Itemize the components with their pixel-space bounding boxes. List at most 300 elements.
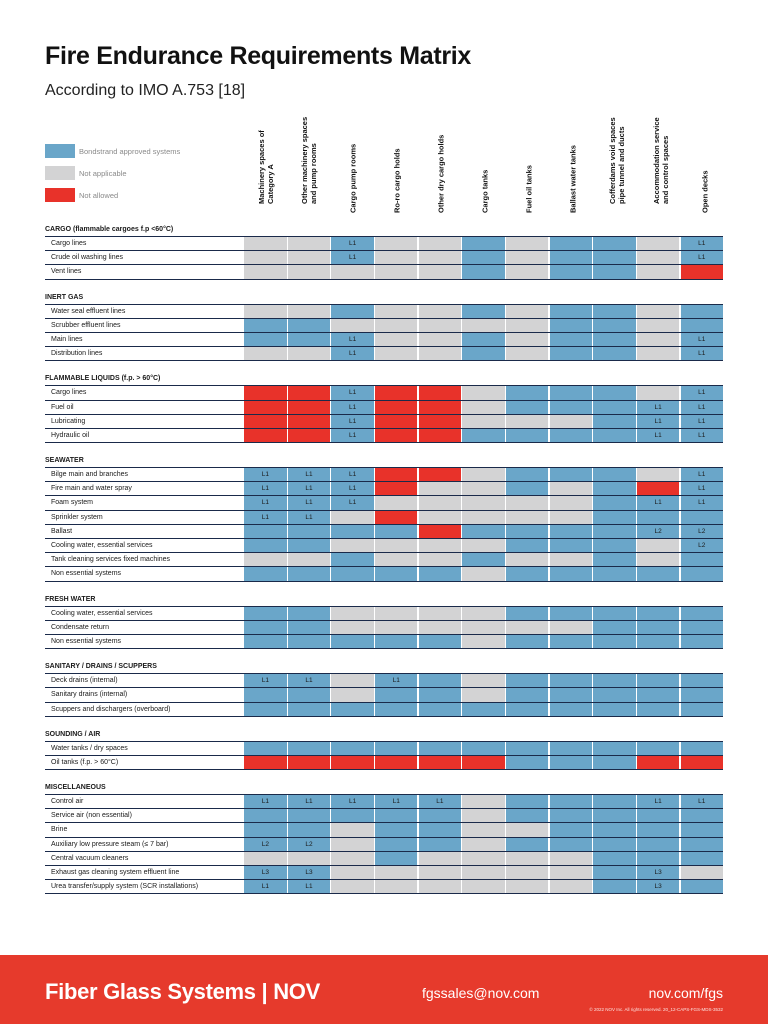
matrix-cell bbox=[331, 265, 373, 278]
row-label: Tank cleaning services fixed machines bbox=[51, 556, 171, 564]
matrix-cell bbox=[331, 756, 373, 769]
matrix-cell bbox=[462, 866, 504, 879]
column-header-label: Fuel oil tanks bbox=[524, 165, 534, 213]
matrix-row bbox=[45, 333, 723, 347]
matrix-cell bbox=[288, 429, 330, 442]
matrix-cell bbox=[681, 621, 723, 634]
matrix-cell bbox=[637, 688, 679, 701]
matrix-cell bbox=[550, 838, 592, 851]
section-title: FLAMMABLE LIQUIDS (f.p. > 60°C) bbox=[45, 373, 723, 386]
matrix-cell bbox=[550, 635, 592, 648]
matrix-cell bbox=[419, 305, 461, 318]
matrix-cell bbox=[593, 674, 635, 687]
matrix-cell bbox=[331, 809, 373, 822]
matrix-cell bbox=[419, 621, 461, 634]
matrix-cell bbox=[462, 607, 504, 620]
column-header-label: Open decks bbox=[700, 170, 709, 213]
matrix-cell bbox=[637, 635, 679, 648]
matrix-row bbox=[45, 401, 723, 415]
matrix-cell bbox=[593, 553, 635, 566]
section-title: SEAWATER bbox=[45, 455, 723, 468]
matrix-cell bbox=[244, 756, 286, 769]
matrix-cell bbox=[506, 415, 548, 428]
matrix-row bbox=[45, 347, 723, 361]
section-title: CARGO (flammable cargoes f.p <60°C) bbox=[45, 224, 723, 237]
matrix-row bbox=[45, 237, 723, 251]
matrix-cell bbox=[244, 688, 286, 701]
matrix-cell bbox=[550, 333, 592, 346]
legend-label: Not applicable bbox=[79, 168, 127, 178]
matrix-cell bbox=[375, 567, 417, 580]
row-label: Non essential systems bbox=[51, 570, 122, 578]
row-label: Scuppers and dischargers (overboard) bbox=[51, 705, 171, 713]
matrix-row bbox=[45, 305, 723, 319]
matrix-cell bbox=[331, 742, 373, 755]
matrix-cell bbox=[681, 703, 723, 716]
matrix-cell bbox=[244, 635, 286, 648]
matrix-row bbox=[45, 703, 723, 717]
column-header bbox=[507, 122, 550, 222]
matrix-cell bbox=[244, 333, 286, 346]
column-header bbox=[639, 117, 682, 222]
matrix-cell bbox=[593, 795, 635, 808]
matrix-cell bbox=[550, 742, 592, 755]
matrix-cell bbox=[637, 674, 679, 687]
matrix-cell bbox=[375, 496, 417, 509]
matrix-cell: L1 bbox=[419, 795, 461, 808]
matrix-cell bbox=[462, 756, 504, 769]
column-header bbox=[244, 122, 287, 222]
matrix-cell bbox=[593, 823, 635, 836]
matrix-cell bbox=[550, 482, 592, 495]
matrix-cell: L1 bbox=[288, 496, 330, 509]
matrix-cell bbox=[681, 265, 723, 278]
matrix-cell bbox=[593, 415, 635, 428]
row-label: Non essential systems bbox=[51, 637, 122, 645]
matrix-cell bbox=[506, 621, 548, 634]
matrix-cell bbox=[637, 237, 679, 250]
matrix-cell bbox=[288, 607, 330, 620]
matrix-cell bbox=[331, 607, 373, 620]
matrix-cell bbox=[419, 468, 461, 481]
matrix-cell bbox=[331, 823, 373, 836]
matrix-row bbox=[45, 621, 723, 635]
matrix-cell bbox=[288, 539, 330, 552]
matrix-cell: L1 bbox=[288, 468, 330, 481]
matrix-cell bbox=[462, 674, 504, 687]
matrix-cell bbox=[462, 511, 504, 524]
matrix-cell bbox=[462, 635, 504, 648]
row-label: Lubricating bbox=[51, 417, 86, 425]
legend-swatch-not-applicable bbox=[45, 166, 75, 180]
matrix-cell bbox=[244, 401, 286, 414]
matrix-cell bbox=[419, 567, 461, 580]
matrix-cell bbox=[375, 468, 417, 481]
matrix-cell bbox=[244, 429, 286, 442]
matrix-row bbox=[45, 553, 723, 567]
column-header-label: Other dry cargo holds bbox=[436, 134, 446, 213]
matrix-cell: L1 bbox=[681, 347, 723, 360]
matrix-cell bbox=[419, 838, 461, 851]
matrix-cell bbox=[419, 553, 461, 566]
column-header bbox=[464, 122, 507, 222]
row-label: Urea transfer/supply system (SCR installations) bbox=[51, 883, 199, 891]
matrix-cell bbox=[681, 852, 723, 865]
matrix-cell bbox=[244, 237, 286, 250]
matrix-cell bbox=[593, 756, 635, 769]
matrix-cell bbox=[550, 251, 592, 264]
row-label: Condensate return bbox=[51, 623, 109, 631]
matrix-cell: L1 bbox=[637, 401, 679, 414]
matrix-cell bbox=[506, 866, 548, 879]
matrix-cell bbox=[637, 319, 679, 332]
row-label: Crude oil washing lines bbox=[51, 254, 123, 262]
matrix-cell bbox=[244, 809, 286, 822]
matrix-cell bbox=[375, 688, 417, 701]
matrix-cell bbox=[419, 823, 461, 836]
matrix-cell bbox=[506, 688, 548, 701]
matrix-cell bbox=[331, 838, 373, 851]
matrix-cell bbox=[506, 809, 548, 822]
matrix-cell bbox=[637, 553, 679, 566]
matrix-cell bbox=[637, 386, 679, 399]
column-header-label: Cargo pump rooms bbox=[348, 143, 358, 213]
matrix-cell bbox=[244, 607, 286, 620]
section-gap bbox=[45, 582, 723, 594]
matrix-cell bbox=[244, 265, 286, 278]
matrix-cell bbox=[506, 852, 548, 865]
matrix-row bbox=[45, 468, 723, 482]
matrix-cell bbox=[375, 386, 417, 399]
matrix-cell: L3 bbox=[288, 866, 330, 879]
matrix-cell bbox=[550, 237, 592, 250]
section-gap bbox=[45, 280, 723, 292]
matrix-cell bbox=[462, 742, 504, 755]
matrix-cell bbox=[375, 756, 417, 769]
matrix-cell bbox=[550, 525, 592, 538]
matrix-cell bbox=[288, 688, 330, 701]
matrix-cell bbox=[681, 607, 723, 620]
row-label: Service air (non essential) bbox=[51, 812, 132, 820]
matrix-cell bbox=[331, 319, 373, 332]
matrix-cell: L1 bbox=[637, 795, 679, 808]
row-label: Cooling water, essential services bbox=[51, 542, 153, 549]
matrix-row bbox=[45, 880, 723, 894]
matrix-cell bbox=[550, 621, 592, 634]
matrix-cell bbox=[506, 401, 548, 414]
matrix-row bbox=[45, 809, 723, 823]
matrix-cell bbox=[462, 838, 504, 851]
row-label: Water seal effluent lines bbox=[51, 307, 126, 315]
matrix-cell bbox=[550, 674, 592, 687]
matrix-cell bbox=[288, 823, 330, 836]
matrix-cell: L1 bbox=[681, 251, 723, 264]
matrix-row bbox=[45, 688, 723, 702]
matrix-cell: L1 bbox=[331, 333, 373, 346]
matrix-cell bbox=[288, 265, 330, 278]
matrix-cell bbox=[419, 880, 461, 893]
matrix-row bbox=[45, 742, 723, 756]
matrix-cell bbox=[375, 415, 417, 428]
row-label: Exhaust gas cleaning system effluent line bbox=[51, 869, 180, 876]
matrix-cell bbox=[419, 525, 461, 538]
matrix-cell bbox=[375, 607, 417, 620]
matrix-cell bbox=[681, 880, 723, 893]
column-header bbox=[332, 122, 375, 222]
matrix-cell bbox=[593, 319, 635, 332]
matrix-cell bbox=[550, 795, 592, 808]
matrix-cell bbox=[593, 688, 635, 701]
matrix-cell bbox=[506, 482, 548, 495]
matrix-cell bbox=[681, 305, 723, 318]
matrix-cell bbox=[419, 319, 461, 332]
matrix-row bbox=[45, 265, 723, 279]
matrix-cell bbox=[550, 809, 592, 822]
row-label: Foam system bbox=[51, 499, 94, 507]
matrix-cell bbox=[637, 265, 679, 278]
section-title: FRESH WATER bbox=[45, 594, 723, 607]
matrix-cell bbox=[244, 539, 286, 552]
page-title: Fire Endurance Requirements Matrix bbox=[45, 42, 472, 70]
footer bbox=[0, 955, 768, 1024]
matrix-cell bbox=[288, 525, 330, 538]
matrix-cell bbox=[288, 401, 330, 414]
matrix-cell bbox=[681, 756, 723, 769]
matrix-cell bbox=[637, 333, 679, 346]
row-label: Ballast bbox=[51, 527, 73, 535]
matrix-cell bbox=[288, 347, 330, 360]
matrix-cell bbox=[550, 866, 592, 879]
matrix-cell: L1 bbox=[331, 468, 373, 481]
matrix-cell bbox=[506, 347, 548, 360]
matrix-cell bbox=[375, 621, 417, 634]
column-header bbox=[683, 122, 726, 222]
matrix-cell bbox=[593, 401, 635, 414]
matrix-cell: L3 bbox=[637, 880, 679, 893]
matrix-cell bbox=[550, 386, 592, 399]
matrix-cell: L1 bbox=[244, 795, 286, 808]
matrix-row bbox=[45, 852, 723, 866]
matrix-cell bbox=[462, 305, 504, 318]
matrix-cell bbox=[331, 866, 373, 879]
matrix-cell bbox=[375, 635, 417, 648]
matrix-cell bbox=[375, 319, 417, 332]
matrix-cell bbox=[331, 621, 373, 634]
matrix-cell bbox=[375, 237, 417, 250]
matrix-cell bbox=[331, 852, 373, 865]
matrix-cell bbox=[550, 265, 592, 278]
matrix-cell bbox=[593, 525, 635, 538]
matrix-cell bbox=[462, 347, 504, 360]
matrix-cell bbox=[637, 347, 679, 360]
matrix-cell bbox=[288, 621, 330, 634]
matrix-cell bbox=[375, 429, 417, 442]
matrix-cell bbox=[462, 539, 504, 552]
matrix-cell bbox=[375, 305, 417, 318]
matrix-row bbox=[45, 866, 723, 880]
matrix-cell bbox=[681, 866, 723, 879]
matrix-cell bbox=[550, 305, 592, 318]
matrix-cell bbox=[331, 305, 373, 318]
matrix-cell bbox=[462, 429, 504, 442]
matrix-cell: L1 bbox=[681, 795, 723, 808]
matrix-cell bbox=[375, 511, 417, 524]
matrix-cell bbox=[331, 880, 373, 893]
website-link[interactable]: nov.com/fgs bbox=[648, 985, 723, 1001]
matrix-cell: L1 bbox=[331, 429, 373, 442]
legend-swatch-not-allowed bbox=[45, 188, 75, 202]
matrix-cell bbox=[506, 823, 548, 836]
matrix-cell bbox=[593, 347, 635, 360]
matrix-cell bbox=[244, 742, 286, 755]
matrix-cell bbox=[462, 553, 504, 566]
matrix-cell bbox=[331, 511, 373, 524]
matrix-cell bbox=[593, 567, 635, 580]
column-header-label: Cofferdams void spaces pipe tunnel and ducts bbox=[607, 117, 626, 204]
matrix-cell bbox=[462, 496, 504, 509]
matrix-cell bbox=[419, 482, 461, 495]
matrix-cell bbox=[375, 852, 417, 865]
legend-label: Not allowed bbox=[79, 190, 119, 200]
matrix-cell bbox=[593, 703, 635, 716]
matrix-cell bbox=[550, 511, 592, 524]
matrix-cell bbox=[550, 852, 592, 865]
matrix-cell bbox=[244, 823, 286, 836]
matrix-cell: L1 bbox=[331, 251, 373, 264]
row-label: Cargo lines bbox=[51, 389, 87, 397]
matrix-cell bbox=[550, 496, 592, 509]
matrix-cell bbox=[375, 553, 417, 566]
page-subtitle: According to IMO A.753 [18] bbox=[45, 82, 246, 99]
row-label: Cooling water, essential services bbox=[51, 609, 153, 617]
requirements-matrix bbox=[45, 224, 723, 894]
sales-email-link[interactable]: fgssales@nov.com bbox=[422, 985, 540, 1001]
matrix-cell bbox=[506, 880, 548, 893]
matrix-cell bbox=[550, 415, 592, 428]
matrix-cell bbox=[419, 688, 461, 701]
matrix-cell bbox=[462, 880, 504, 893]
matrix-cell bbox=[681, 553, 723, 566]
matrix-cell bbox=[593, 742, 635, 755]
matrix-cell bbox=[419, 607, 461, 620]
matrix-cell bbox=[462, 795, 504, 808]
matrix-cell: L1 bbox=[288, 795, 330, 808]
matrix-cell bbox=[419, 251, 461, 264]
matrix-cell bbox=[288, 333, 330, 346]
matrix-cell: L2 bbox=[681, 525, 723, 538]
matrix-cell bbox=[462, 237, 504, 250]
row-label: Sanitary drains (internal) bbox=[51, 691, 128, 699]
matrix-cell bbox=[375, 823, 417, 836]
matrix-cell bbox=[593, 880, 635, 893]
matrix-cell bbox=[637, 809, 679, 822]
matrix-cell bbox=[375, 251, 417, 264]
matrix-cell bbox=[288, 386, 330, 399]
matrix-cell bbox=[288, 635, 330, 648]
matrix-cell bbox=[288, 742, 330, 755]
matrix-cell bbox=[506, 795, 548, 808]
matrix-row bbox=[45, 511, 723, 525]
matrix-cell bbox=[593, 482, 635, 495]
section-gap bbox=[45, 770, 723, 782]
matrix-cell: L1 bbox=[331, 795, 373, 808]
matrix-cell bbox=[681, 635, 723, 648]
matrix-cell bbox=[506, 496, 548, 509]
matrix-cell bbox=[550, 429, 592, 442]
column-header bbox=[288, 116, 331, 222]
matrix-cell: L1 bbox=[288, 880, 330, 893]
matrix-cell bbox=[681, 319, 723, 332]
matrix-cell bbox=[593, 386, 635, 399]
column-header bbox=[551, 122, 594, 222]
copyright-text: © 2022 NOV Inc. All rights reserved. 20_12-CAPS-FGS-MDS-3532 bbox=[589, 1007, 723, 1012]
row-label: Hydraulic oil bbox=[51, 431, 90, 439]
matrix-cell: L1 bbox=[331, 496, 373, 509]
matrix-cell bbox=[506, 265, 548, 278]
matrix-cell: L1 bbox=[681, 496, 723, 509]
matrix-cell bbox=[419, 742, 461, 755]
matrix-cell bbox=[550, 688, 592, 701]
matrix-cell bbox=[506, 607, 548, 620]
matrix-cell bbox=[550, 319, 592, 332]
matrix-cell bbox=[506, 525, 548, 538]
matrix-cell: L1 bbox=[681, 415, 723, 428]
matrix-cell bbox=[637, 852, 679, 865]
matrix-cell bbox=[419, 401, 461, 414]
matrix-cell: L3 bbox=[637, 866, 679, 879]
matrix-cell bbox=[593, 305, 635, 318]
matrix-cell bbox=[506, 429, 548, 442]
matrix-cell bbox=[375, 742, 417, 755]
matrix-cell bbox=[419, 635, 461, 648]
matrix-cell: L2 bbox=[288, 838, 330, 851]
matrix-cell bbox=[375, 838, 417, 851]
matrix-cell: L1 bbox=[681, 386, 723, 399]
matrix-cell bbox=[419, 852, 461, 865]
matrix-cell bbox=[244, 319, 286, 332]
matrix-cell bbox=[244, 852, 286, 865]
matrix-cell bbox=[419, 756, 461, 769]
legend-item-approved bbox=[45, 140, 180, 162]
matrix-cell: L1 bbox=[288, 674, 330, 687]
matrix-cell bbox=[331, 553, 373, 566]
matrix-cell bbox=[593, 607, 635, 620]
column-header bbox=[420, 122, 463, 222]
matrix-row bbox=[45, 539, 723, 553]
row-label: Fire main and water spray bbox=[51, 485, 132, 493]
matrix-cell bbox=[462, 621, 504, 634]
matrix-cell bbox=[550, 756, 592, 769]
matrix-cell bbox=[462, 319, 504, 332]
matrix-cell bbox=[637, 567, 679, 580]
legend-swatch-approved bbox=[45, 144, 75, 158]
matrix-cell bbox=[288, 251, 330, 264]
matrix-cell bbox=[462, 333, 504, 346]
matrix-cell: L1 bbox=[375, 795, 417, 808]
matrix-cell: L3 bbox=[244, 866, 286, 879]
matrix-cell bbox=[506, 756, 548, 769]
matrix-cell bbox=[637, 251, 679, 264]
matrix-cell bbox=[637, 305, 679, 318]
matrix-cell: L1 bbox=[331, 415, 373, 428]
matrix-cell: L1 bbox=[288, 482, 330, 495]
matrix-cell bbox=[593, 621, 635, 634]
column-header-label: Machinery spaces of Category A bbox=[256, 130, 275, 204]
matrix-cell bbox=[288, 237, 330, 250]
matrix-cell bbox=[462, 468, 504, 481]
matrix-cell bbox=[593, 866, 635, 879]
matrix-cell bbox=[375, 866, 417, 879]
